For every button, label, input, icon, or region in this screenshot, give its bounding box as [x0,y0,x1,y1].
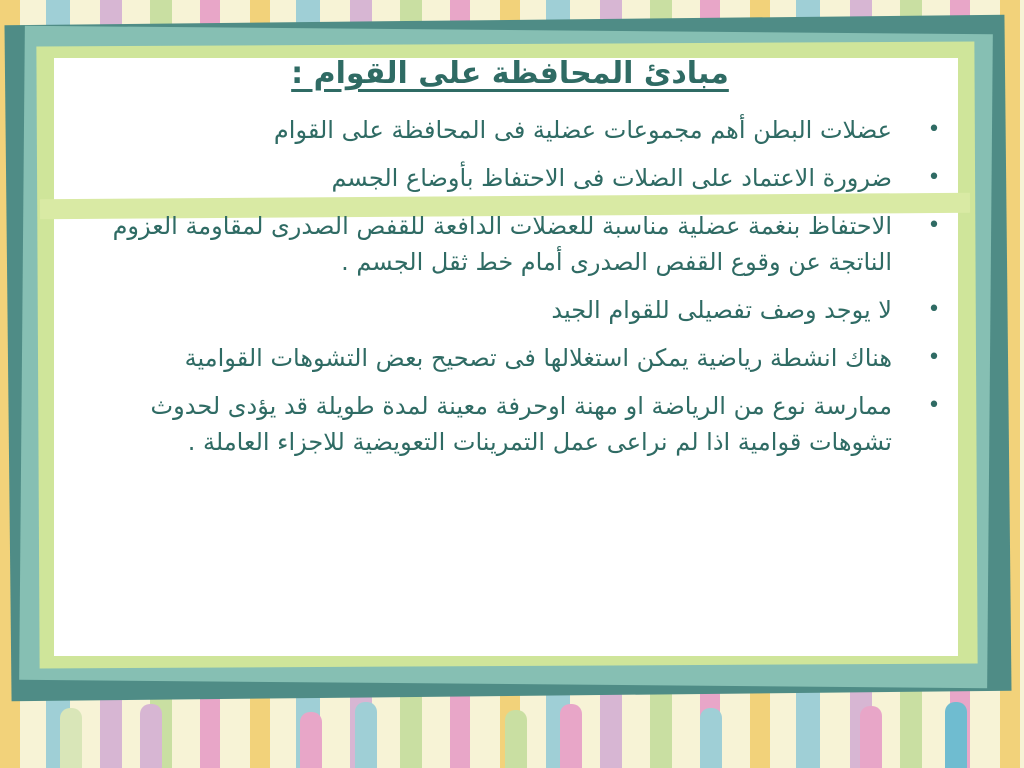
list-item [80,160,941,196]
decor-stripe [945,702,967,768]
decorative-bottom-stripes [0,696,1024,768]
bullet-icon: • [927,165,941,190]
slide-content [70,54,950,654]
decor-stripe [560,704,582,768]
bullet-text: ممارسة نوع من الرياضة او مهنة اوحرفة معينة لمدة طويلة قد يؤدى لحدوث تشوهات قوامية اذا لم نراعى عمل التمرينات التعويضية للاجزاء العاملة . [150,392,892,456]
list-item [80,340,941,376]
bullet-icon: • [927,297,941,322]
slide-title: مبادئ المحافظة على القوام : [291,56,729,91]
bullet-text: الاحتفاظ بنغمة عضلية مناسبة للعضلات الدافعة للقفص الصدرى لمقاومة العزوم الناتجة عن وقوع القفص الصدرى أمام خط ثقل الجسم . [112,212,892,276]
bullet-icon: • [927,345,941,370]
decor-stripe [300,712,322,768]
bullet-icon: • [927,213,941,238]
bullet-text: ضرورة الاعتماد على الضلات فى الاحتفاظ بأوضاع الجسم [331,164,892,192]
list-item [80,208,941,280]
list-item [80,112,941,148]
bullet-text: هناك انشطة رياضية يمكن استغلالها فى تصحيح بعض التشوهات القوامية [184,344,892,372]
decor-stripe [700,708,722,768]
decor-stripe [60,708,82,768]
bullet-list [70,112,950,460]
bullet-icon: • [927,393,941,418]
decor-stripe [860,706,882,768]
list-item [80,292,941,328]
bullet-text: لا يوجد وصف تفصيلى للقوام الجيد [551,296,892,324]
bullet-icon: • [927,117,941,142]
decor-stripe [505,710,527,768]
decor-stripe [355,702,377,768]
list-item [80,388,941,460]
bullet-text: عضلات البطن أهم مجموعات عضلية فى المحافظة على القوام [273,116,892,144]
decor-stripe [140,704,162,768]
